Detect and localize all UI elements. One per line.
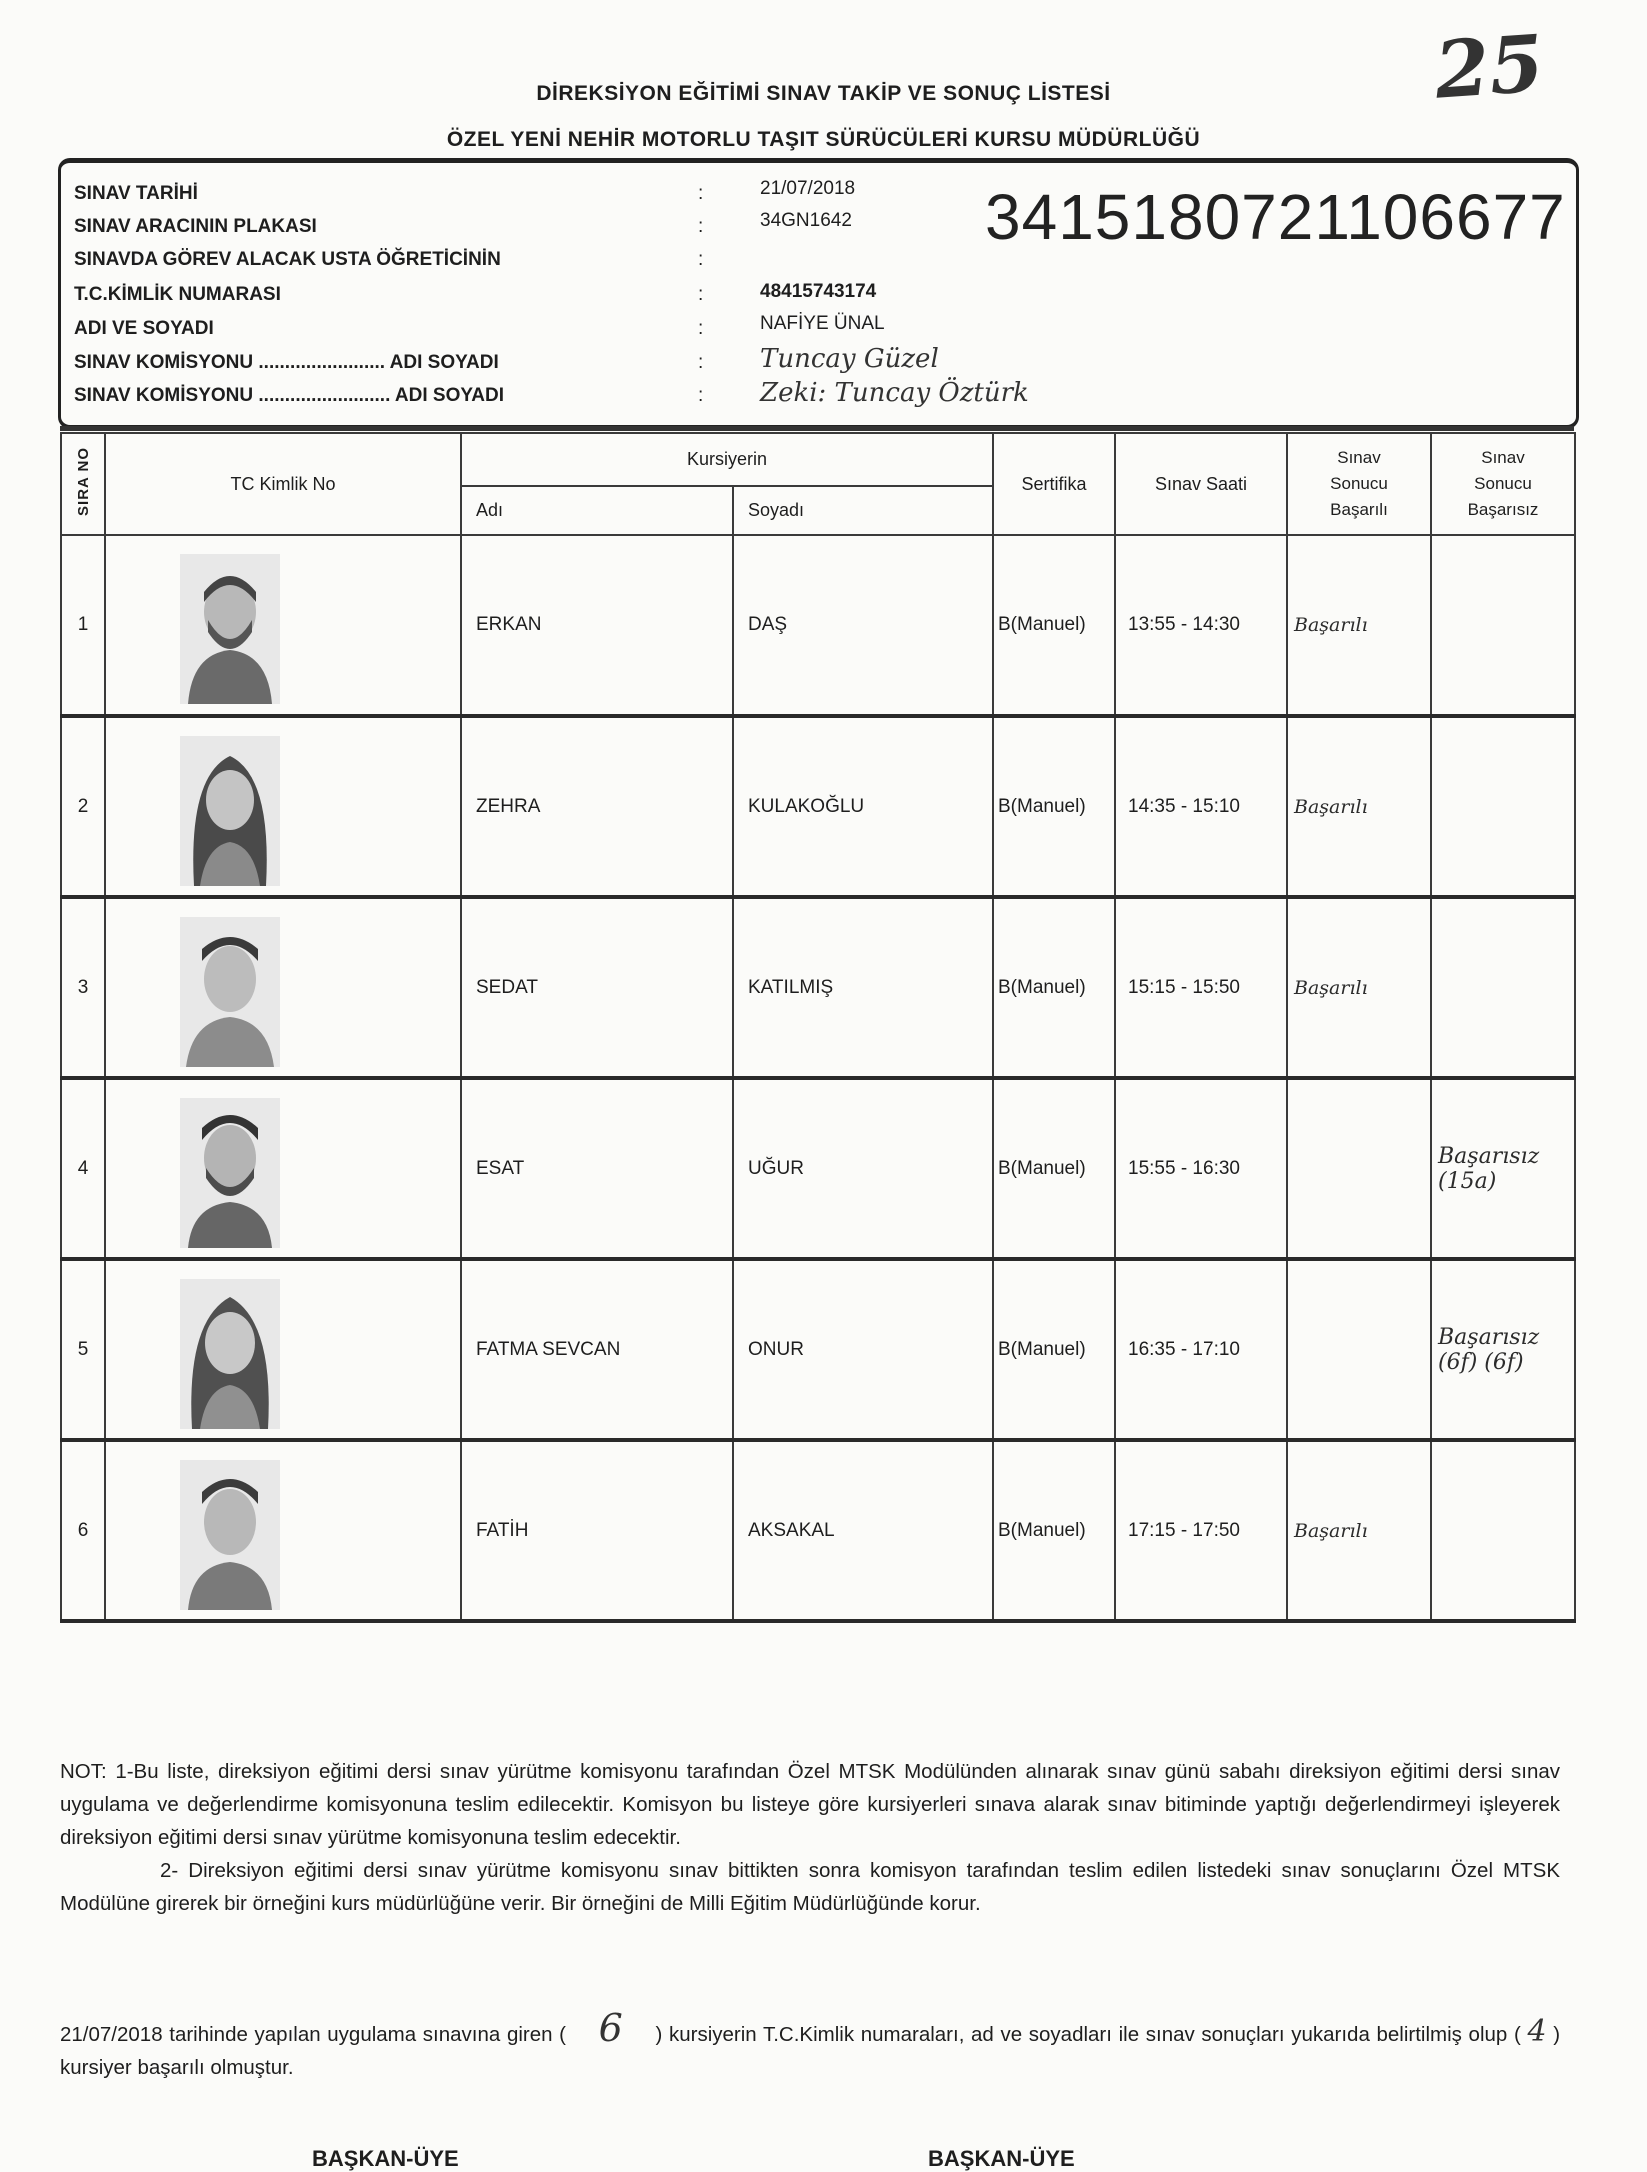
student-last-name: ONUR	[733, 1259, 993, 1440]
institution-title: ÖZEL YENİ NEHİR MOTORLU TAŞIT SÜRÜCÜLERİ KURSU MÜDÜRLÜĞÜ	[446, 128, 1201, 151]
result-pass: Başarılı	[1287, 535, 1431, 716]
summary-statement	[60, 2006, 1561, 2084]
result-fail	[1431, 897, 1575, 1078]
row-number: 5	[61, 1259, 105, 1440]
pass-count: 4	[1527, 2014, 1547, 2049]
basarisiz-label: Sınav Sonucu Başarısız	[1467, 448, 1539, 519]
info-colon: :	[698, 216, 704, 237]
student-first-name: SEDAT	[461, 897, 733, 1078]
result-fail	[1431, 716, 1575, 897]
info-label-exam-date: SINAV TARİHİ	[74, 183, 198, 204]
student-first-name: ERKAN	[461, 535, 733, 716]
student-last-name: AKSAKAL	[733, 1440, 993, 1621]
result-fail	[1431, 1440, 1575, 1621]
student-last-name: KATILMIŞ	[733, 897, 993, 1078]
info-label-vehicle-plate: SINAV ARACININ PLAKASI	[74, 216, 317, 237]
table-row	[61, 1259, 1575, 1440]
col-header-basarili	[1287, 433, 1431, 535]
student-photo-cell	[105, 1259, 461, 1440]
result-pass: Başarılı	[1287, 716, 1431, 897]
certificate-class: B(Manuel)	[993, 897, 1115, 1078]
result-pass	[1287, 1078, 1431, 1259]
student-photo	[180, 1098, 280, 1248]
certificate-class: B(Manuel)	[993, 1259, 1115, 1440]
result-fail	[1431, 535, 1575, 716]
row-number: 4	[61, 1078, 105, 1259]
student-photo-cell	[105, 897, 461, 1078]
certificate-class: B(Manuel)	[993, 1078, 1115, 1259]
info-label-commission-1: SINAV KOMİSYONU ........................ ADI SOYADI	[74, 352, 499, 373]
exam-time: 13:55 - 14:30	[1115, 535, 1287, 716]
table-row	[61, 1078, 1575, 1259]
info-colon: :	[698, 352, 704, 373]
document-title: DİREKSİYON EĞİTİMİ SINAV TAKİP VE SONUÇ LİSTESİ	[536, 82, 1111, 105]
table-header-row	[61, 433, 1575, 486]
info-value-commission-1: Tuncay Güzel	[760, 344, 939, 374]
row-number: 1	[61, 535, 105, 716]
exam-time: 17:15 - 17:50	[1115, 1440, 1287, 1621]
student-last-name: UĞUR	[733, 1078, 993, 1259]
certificate-class: B(Manuel)	[993, 535, 1115, 716]
info-value-vehicle-plate: 34GN1642	[760, 210, 852, 231]
student-first-name: ZEHRA	[461, 716, 733, 897]
student-photo	[180, 917, 280, 1067]
col-header-basarisiz	[1431, 433, 1575, 535]
info-colon: :	[698, 249, 704, 270]
exam-time: 15:55 - 16:30	[1115, 1078, 1287, 1259]
student-photo-cell	[105, 535, 461, 716]
student-last-name: DAŞ	[733, 535, 993, 716]
student-last-name: KULAKOĞLU	[733, 716, 993, 897]
info-label-tc-number: T.C.KİMLİK NUMARASI	[74, 284, 281, 305]
info-label-name: ADI VE SOYADI	[74, 318, 214, 339]
certificate-class: B(Manuel)	[993, 1440, 1115, 1621]
table-row	[61, 535, 1575, 716]
summary-text-3: ) kursiyer başarılı olmuştur.	[60, 2023, 1561, 2079]
table-row	[61, 716, 1575, 897]
info-colon: :	[698, 318, 704, 339]
summary-text-1: 21/07/2018 tarihinde yapılan uygulama sınavına giren (	[60, 2023, 566, 2046]
info-label-commission-2: SINAV KOMİSYONU ......................... ADI SOYADI	[74, 385, 505, 406]
result-pass: Başarılı	[1287, 897, 1431, 1078]
page-number: 25	[1431, 18, 1547, 117]
student-photo	[180, 736, 280, 886]
summary-text-2: ) kursiyerin T.C.Kimlik numaraları, ad ve soyadları ile sınav sonuçları yukarıda belirtilmiş olup (	[655, 2023, 1521, 2046]
student-first-name: FATİH	[461, 1440, 733, 1621]
info-colon: :	[698, 284, 704, 305]
result-fail: Başarısız (6f) (6f)	[1431, 1259, 1575, 1440]
student-first-name: ESAT	[461, 1078, 733, 1259]
col-header-saat: Sınav Saati	[1115, 433, 1287, 535]
col-header-tc: TC Kimlik No	[105, 433, 461, 535]
info-colon: :	[698, 183, 704, 204]
row-number: 6	[61, 1440, 105, 1621]
result-fail: Başarısız (15a)	[1431, 1078, 1575, 1259]
info-value-tc-number: 48415743174	[760, 281, 877, 302]
note-paragraph-1: NOT: 1-Bu liste, direksiyon eğitimi dersi sınav yürütme komisyonu tarafından Özel MTSK Modülünden alınarak sınav günü sabahı direksiyon eğitimi dersi sınav uygulama ve değerlendirme komisyonuna teslim edilecektir. Komisyon bu listeye göre kursiyerleri sınava alarak sınav bitiminde yaptığı değerlendirmeyi işleyerek direksiyon eğitimi dersi sınav yürütme komisyonuna teslim edecektir.	[60, 1760, 1560, 1849]
result-pass	[1287, 1259, 1431, 1440]
signature-label-left: BAŞKAN-ÜYE	[312, 2146, 459, 2171]
col-header-sira-no	[61, 433, 105, 535]
note-paragraph-2: 2- Direksiyon eğitimi dersi sınav yürütme komisyonu sınav bittikten sonra komisyon tarafından teslim edilen listedeki sınav sonuçlarını Özel MTSK Modülüne girerek bir örneğini kurs müdürlüğüne verir. Bir örneğini de Milli Eğitim Müdürlüğünde korur.	[60, 1859, 1560, 1915]
table-row	[61, 897, 1575, 1078]
exam-results-table	[60, 432, 1576, 1623]
student-photo	[180, 1460, 280, 1610]
student-first-name: FATMA SEVCAN	[461, 1259, 733, 1440]
info-value-name: NAFİYE ÜNAL	[760, 313, 885, 334]
col-header-kursiyerin: Kursiyerin	[461, 433, 993, 486]
info-label-instructor: SINAVDA GÖREV ALACAK USTA ÖĞRETİCİNİN	[74, 249, 501, 270]
info-colon: :	[698, 385, 704, 406]
signature-label-right: BAŞKAN-ÜYE	[928, 2146, 1075, 2171]
row-number: 2	[61, 716, 105, 897]
col-header-sertifika: Sertifika	[993, 433, 1115, 535]
col-header-soyadi: Soyadı	[733, 486, 993, 535]
barcode-number: 3415180721106677	[985, 181, 1566, 253]
row-number: 3	[61, 897, 105, 1078]
exam-time: 14:35 - 15:10	[1115, 716, 1287, 897]
section-divider	[60, 426, 1574, 431]
student-photo-cell	[105, 1440, 461, 1621]
sira-no-label: SIRA NO	[74, 447, 92, 516]
exam-time: 15:15 - 15:50	[1115, 897, 1287, 1078]
table-row	[61, 1440, 1575, 1621]
exam-time: 16:35 - 17:10	[1115, 1259, 1287, 1440]
student-photo-cell	[105, 716, 461, 897]
info-value-commission-2: Zeki: Tuncay Öztürk	[760, 378, 1029, 408]
result-pass: Başarılı	[1287, 1440, 1431, 1621]
notes-section	[60, 1755, 1560, 1920]
col-header-adi: Adı	[461, 486, 733, 535]
student-photo-cell	[105, 1078, 461, 1259]
total-count: 6	[598, 2006, 623, 2050]
student-photo	[180, 1279, 280, 1429]
certificate-class: B(Manuel)	[993, 716, 1115, 897]
info-value-exam-date: 21/07/2018	[760, 178, 856, 199]
basarili-label: Sınav Sonucu Başarılı	[1330, 448, 1388, 519]
student-photo	[180, 554, 280, 704]
